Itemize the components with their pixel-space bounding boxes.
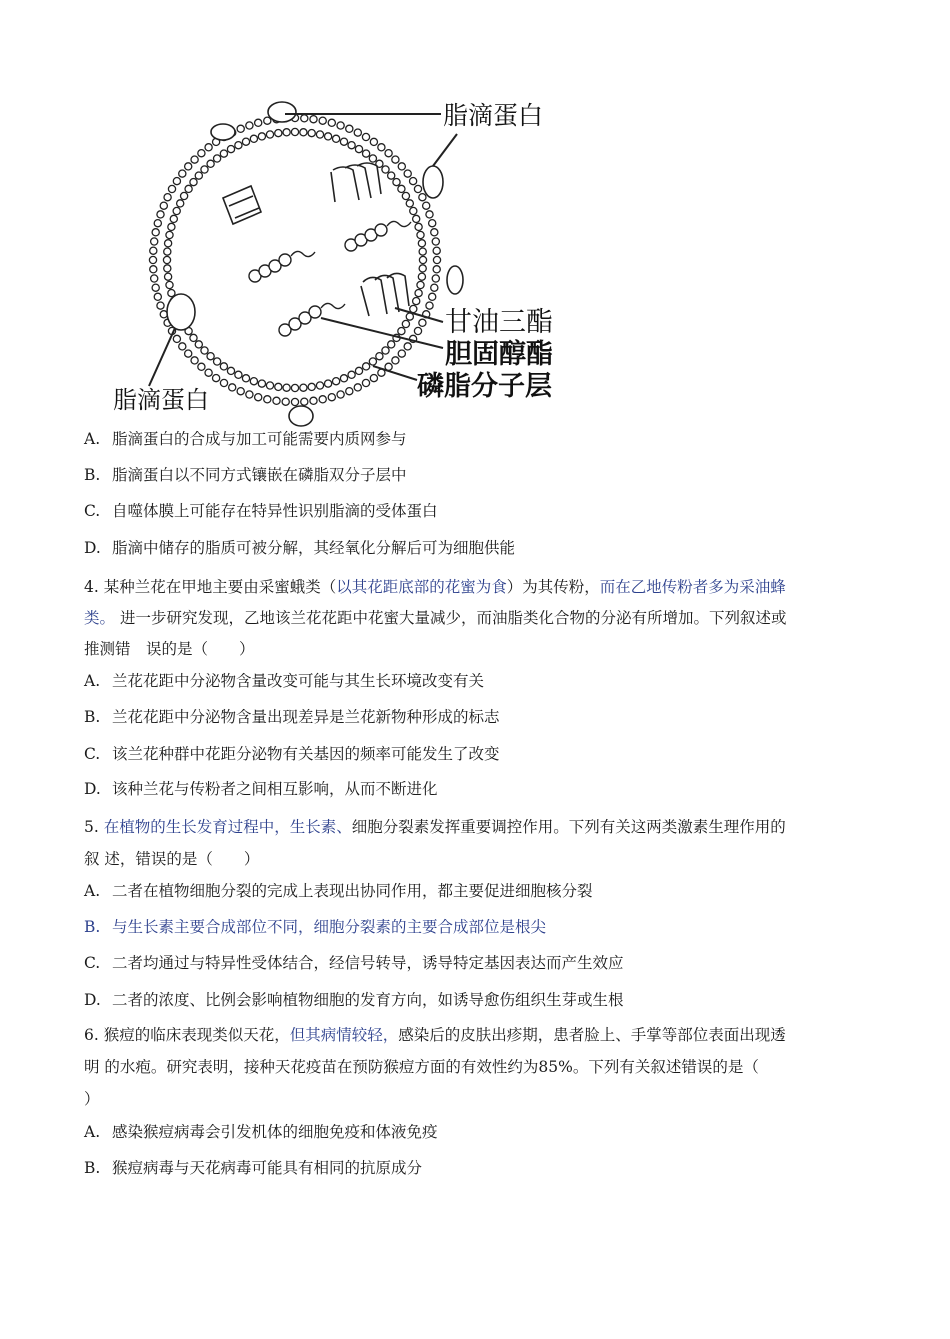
phospholipid-head (214, 155, 221, 162)
phospholipid-head (316, 131, 323, 138)
phospholipid-head (220, 363, 227, 370)
phospholipid-head (185, 163, 192, 170)
phospholipid-head (227, 146, 234, 153)
phospholipid-head (207, 353, 214, 360)
phospholipid-head (170, 215, 177, 222)
phospholipid-head (229, 384, 236, 391)
phospholipid-head (258, 380, 265, 387)
phospholipid-head (242, 375, 249, 382)
phospholipid-head (227, 367, 234, 374)
phospholipid-head (346, 388, 353, 395)
q6-option-a: A. 感染猴痘病毒会引发机体的细胞免疫和体液免疫 (84, 1123, 438, 1141)
phospholipid-head (369, 358, 376, 365)
phospholipid-head (173, 178, 180, 185)
label-triglyceride: 甘油三酯 (445, 307, 553, 338)
phospholipid-head (166, 231, 173, 238)
phospholipid-head (191, 357, 198, 364)
phospholipid-head (301, 398, 308, 405)
triglyceride-shapes (223, 163, 409, 316)
phospholipid-head (378, 144, 385, 151)
phospholipid-head (255, 394, 262, 401)
phospholipid-head (190, 179, 197, 186)
phospholipid-head (410, 178, 417, 185)
q6-stem-line3: ） (84, 1090, 100, 1108)
phospholipid-head (255, 119, 262, 126)
q3-option-c: C. 自噬体膜上可能存在特异性识别脂滴的受体蛋白 (84, 502, 438, 520)
phospholipid-head (319, 117, 326, 124)
phospholipid-head (417, 231, 424, 238)
phospholipid-head (173, 207, 180, 214)
phospholipid-head (340, 375, 347, 382)
phospholipid-head (419, 319, 426, 326)
phospholipid-head (346, 125, 353, 132)
phospholipid-head (348, 142, 355, 149)
q6-option-b: B. 猴痘病毒与天花病毒可能具有相同的抗原成分 (84, 1159, 423, 1177)
label-cholesterol-ester: 胆固醇酯 (445, 339, 553, 370)
phospholipid-head (414, 327, 421, 334)
phospholipid-head (157, 211, 164, 218)
phospholipid-head (426, 211, 433, 218)
phospholipid-head (201, 166, 208, 173)
phospholipid-head (415, 223, 422, 230)
phospholipid-head (266, 131, 273, 138)
phospholipid-head (426, 302, 433, 309)
phospholipid-head (151, 238, 158, 245)
phospholipid-head (301, 115, 308, 122)
phospholipid-head (275, 130, 282, 137)
q6-stem-line2: 明 的水疱。研究表明，接种天花疫苗在预防猴痘方面的有效性约为85%。下列有关叙述错误的是（ (84, 1058, 759, 1076)
phospholipid-head (432, 238, 439, 245)
phospholipid-head (166, 281, 173, 288)
q4-stem-line2: 类。 进一步研究发现，乙地该兰花花距中花蜜大量减少，而油脂类化合物的分泌有所增加。下列叙述或 (84, 609, 787, 627)
cholesterol-ester-chains (249, 221, 411, 336)
phospholipid-head (181, 192, 188, 199)
phospholipid-head (154, 293, 161, 300)
phospholipid-head (291, 384, 298, 391)
phospholipid-head (319, 396, 326, 403)
phospholipid-head (419, 265, 426, 272)
phospholipid-head (190, 334, 197, 341)
phospholipid-head (355, 367, 362, 374)
phospholipid-head (179, 343, 186, 350)
phospholipid-head (291, 128, 298, 135)
phospholipid-head (151, 275, 158, 282)
phospholipid-head (198, 150, 205, 157)
phospholipid-head (213, 375, 220, 382)
phospholipid-head (275, 383, 282, 390)
label-phospholipid-layer: 磷脂分子层 (417, 371, 552, 402)
phospholipid-head (418, 240, 425, 247)
phospholipid-head (382, 347, 389, 354)
phospholipid-head (266, 382, 273, 389)
phospholipid-head (205, 144, 212, 151)
phospholipid-head (246, 391, 253, 398)
phospholipid-head (415, 290, 422, 297)
phospholipid-head (431, 284, 438, 291)
q5-option-c: C. 二者均通过与特异性受体结合，经信号转导，诱导特定基因表达而产生效应 (84, 954, 624, 972)
phospholipid-head (362, 133, 369, 140)
phospholipid-head (423, 202, 430, 209)
phospholipid-head (433, 247, 440, 254)
phospholipid-head (418, 273, 425, 280)
phospholipid-head (273, 397, 280, 404)
phospholipid-head (164, 194, 171, 201)
phospholipid-head (214, 358, 221, 365)
phospholipid-head (152, 284, 159, 291)
label-lipid-droplet-protein-top: 脂滴蛋白 (443, 101, 544, 130)
phospholipid-head (333, 378, 340, 385)
q3-option-a: A. 脂滴蛋白的合成与加工可能需要内质网参与 (84, 430, 407, 448)
phospholipid-head (201, 347, 208, 354)
phospholipid-head (392, 357, 399, 364)
q4-option-a: A. 兰花花距中分泌物含量改变可能与其生长环境改变有关 (84, 672, 485, 690)
phospholipid-head (392, 156, 399, 163)
lipid-droplet-figure (105, 90, 585, 430)
phospholipid-head (328, 394, 335, 401)
phospholipid-head (363, 150, 370, 157)
phospholipid-head (355, 146, 362, 153)
phospholipid-head (250, 378, 257, 385)
phospholipid-head (370, 138, 377, 145)
phospholipid-head (325, 380, 332, 387)
phospholipid-layer (149, 114, 440, 405)
phospholipid-head (235, 371, 242, 378)
phospholipid-head (258, 133, 265, 140)
phospholipid-head (152, 229, 159, 236)
phospholipid-head (168, 185, 175, 192)
phospholipid-head (325, 133, 332, 140)
phospholipid-head (398, 328, 405, 335)
phospholipid-head (205, 369, 212, 376)
label-lipid-droplet-protein-bottom: 脂滴蛋白 (113, 386, 209, 414)
phospholipid-head (150, 266, 157, 273)
phospholipid-head (163, 256, 170, 263)
q5-stem-line2: 叙 述，错误的是（ ） (84, 850, 260, 868)
phospholipid-head (398, 350, 405, 357)
phospholipid-head (362, 379, 369, 386)
phospholipid-head (429, 220, 436, 227)
phospholipid-head (376, 353, 383, 360)
phospholipid-head (354, 129, 361, 136)
q6-stem-line1: 6. 猴痘的临床表现类似天花，但其病情较轻，感染后的皮肤出疹期，患者脸上、手掌等部位表面出现透 (84, 1026, 786, 1044)
phospholipid-head (410, 305, 417, 312)
q4-stem-line3: 推测错 误的是（ ） (84, 640, 255, 658)
phospholipid-head (388, 341, 395, 348)
phospholipid-head (337, 391, 344, 398)
phospholipid-head (168, 223, 175, 230)
phospholipid-head (433, 266, 440, 273)
q3-option-d: D. 脂滴中储存的脂质可被分解，其经氧化分解后可为细胞供能 (84, 539, 516, 557)
phospholipid-head (333, 135, 340, 142)
phospholipid-head (433, 256, 440, 263)
phospholipid-head (432, 275, 439, 282)
phospholipid-head (149, 256, 156, 263)
phospholipid-head (406, 200, 413, 207)
phospholipid-head (388, 172, 395, 179)
phospholipid-head (337, 122, 344, 129)
phospholipid-head (185, 350, 192, 357)
phospholipid-head (300, 384, 307, 391)
phospholipid-head (385, 150, 392, 157)
phospholipid-head (195, 341, 202, 348)
q4-option-d: D. 该种兰花与传粉者之间相互影响，从而不断进化 (84, 780, 438, 798)
phospholipid-head (431, 229, 438, 236)
phospholipid-head (283, 129, 290, 136)
phospholipid-head (419, 248, 426, 255)
phospholipid-head (177, 200, 184, 207)
phospholipid-head (250, 135, 257, 142)
q4-option-c: C. 该兰花种群中花距分泌物有关基因的频率可能发生了改变 (84, 745, 500, 763)
phospholipid-head (237, 125, 244, 132)
phospholipid-head (173, 335, 180, 342)
phospholipid-head (300, 129, 307, 136)
phospholipid-head (164, 248, 171, 255)
phospholipid-head (404, 343, 411, 350)
phospholipid-head (150, 247, 157, 254)
phospholipid-head (283, 384, 290, 391)
phospholipid-head (429, 293, 436, 300)
q5-option-d: D. 二者的浓度、比例会影响植物细胞的发育方向，如诱导愈伤组织生芽或生根 (84, 991, 624, 1009)
phospholipid-head (310, 397, 317, 404)
phospholipid-head (207, 160, 214, 167)
phospholipid-head (419, 256, 426, 263)
phospholipid-head (308, 130, 315, 137)
phospholipid-head (235, 142, 242, 149)
phospholipid-head (402, 192, 409, 199)
phospholipid-head (291, 398, 298, 405)
phospholipid-head (220, 379, 227, 386)
phospholipid-head (154, 220, 161, 227)
phospholipid-head (191, 156, 198, 163)
phospholipid-head (398, 185, 405, 192)
phospholipid-head (165, 240, 172, 247)
q5-stem-line1: 5. 在植物的生长发育过程中，生长素、细胞分裂素发挥重要调控作用。下列有关这两类激素生理作用的 (84, 818, 786, 836)
phospholipid-head (160, 202, 167, 209)
phospholipid-head (185, 185, 192, 192)
phospholipid-head (220, 150, 227, 157)
phospholipid-head (195, 172, 202, 179)
q4-option-b: B. 兰花花距中分泌物含量出现差异是兰花新物种形成的标志 (84, 708, 500, 726)
phospholipid-head (310, 116, 317, 123)
phospholipid-head (264, 396, 271, 403)
phospholipid-head (165, 273, 172, 280)
phospholipid-head (414, 185, 421, 192)
phospholipid-head (370, 375, 377, 382)
phospholipid-head (316, 382, 323, 389)
phospholipid-head (410, 207, 417, 214)
phospholipid-head (363, 363, 370, 370)
phospholipid-head (308, 383, 315, 390)
q4-stem-line1: 4. 某种兰花在甲地主要由采蜜蛾类（以其花距底部的花蜜为食）为其传粉，而在乙地传粉者多为采油蜂 (84, 578, 786, 596)
phospholipid-head (402, 320, 409, 327)
phospholipid-head (413, 215, 420, 222)
phospholipid-head (282, 398, 289, 405)
phospholipid-head (419, 194, 426, 201)
phospholipid-head (413, 298, 420, 305)
phospholipid-head (157, 302, 164, 309)
q5-option-a: A. 二者在植物细胞分裂的完成上表现出协同作用，都主要促进细胞核分裂 (84, 882, 593, 900)
phospholipid-head (328, 119, 335, 126)
q5-option-b: B. 与生长素主要合成部位不同，细胞分裂素的主要合成部位是根尖 (84, 918, 547, 936)
phospholipid-head (404, 170, 411, 177)
phospholipid-head (164, 265, 171, 272)
phospholipid-head (393, 179, 400, 186)
phospholipid-head (246, 122, 253, 129)
q3-option-b: B. 脂滴蛋白以不同方式镶嵌在磷脂双分子层中 (84, 466, 407, 484)
phospholipid-head (417, 281, 424, 288)
phospholipid-head (237, 388, 244, 395)
phospholipid-head (198, 363, 205, 370)
phospholipid-head (340, 138, 347, 145)
phospholipid-head (242, 138, 249, 145)
phospholipid-head (398, 163, 405, 170)
phospholipid-head (179, 170, 186, 177)
phospholipid-head (369, 155, 376, 162)
phospholipid-head (348, 371, 355, 378)
phospholipid-head (382, 166, 389, 173)
phospholipid-head (354, 384, 361, 391)
